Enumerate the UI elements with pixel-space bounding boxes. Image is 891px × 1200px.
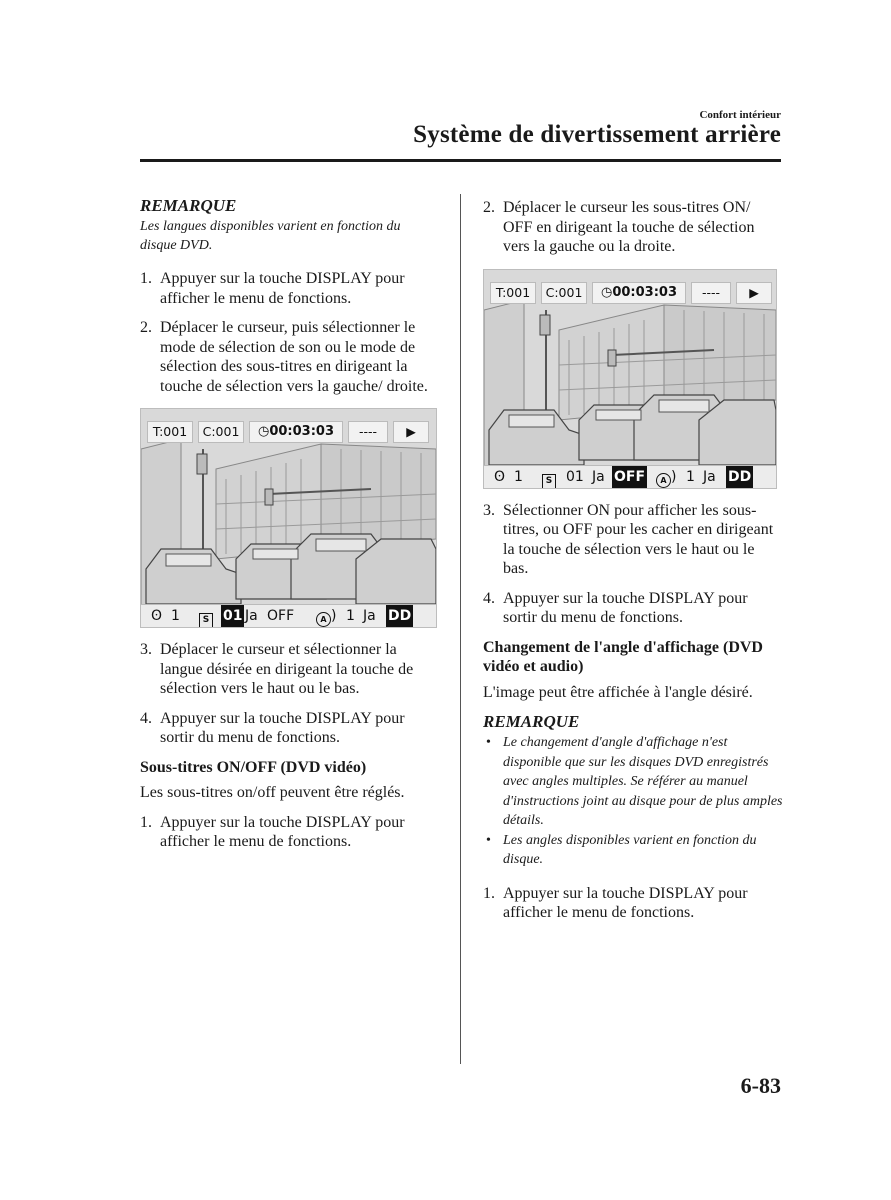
- dash-indicator: ----: [691, 282, 731, 304]
- angle-number: 1: [346, 608, 355, 624]
- note-list: [483, 733, 783, 870]
- subtitle-state: OFF: [612, 466, 647, 488]
- step-item: [140, 318, 438, 396]
- audio-number: 1: [171, 608, 180, 624]
- step-text: Sélectionner ON pour afficher les sous- titres, ou OFF pour les cacher en dirigeant la touche de sélection vers le haut ou le bas.: [503, 501, 774, 577]
- note-title: REMARQUE: [140, 196, 237, 215]
- step-text: Appuyer sur la touche DISPLAY pour afficher le menu de fonctions.: [503, 884, 748, 921]
- subtitle-number: 01: [221, 605, 244, 627]
- audio-icon: ʘ: [151, 608, 163, 624]
- step-text: Appuyer sur la touche DISPLAY pour sortir du menu de fonctions.: [160, 709, 405, 746]
- play-icon: ▶: [393, 421, 429, 443]
- step-number: 2.: [140, 319, 152, 336]
- note-item: • Le changement d'angle d'affichage n'est disponible que sur les disques DVD enregistrés avec angles multiples. Se référer au manuel d'instructions joint au disque pour de plus amples détails.: [483, 733, 783, 831]
- dvd-screen-illustration: [140, 408, 437, 628]
- subtitle-language: Ja: [245, 608, 258, 624]
- step-item: [140, 813, 438, 852]
- angle-language: Ja: [363, 608, 376, 624]
- section-label: Confort intérieur: [699, 109, 781, 121]
- step-number: 4.: [483, 589, 495, 607]
- chapter-indicator: C:001: [198, 421, 244, 443]
- step-number: 3.: [140, 641, 152, 658]
- play-icon: ▶: [736, 282, 772, 304]
- osd-top-bar: [147, 421, 430, 443]
- subtitle-number: 01: [566, 468, 584, 485]
- clock-icon: ◷: [257, 424, 270, 439]
- subtitle-icon: S: [542, 466, 556, 489]
- angle-language: Ja: [703, 468, 716, 485]
- step-item: [483, 589, 783, 628]
- title-indicator: T:001: [147, 421, 193, 443]
- paragraph: L'image peut être affichée à l'angle désiré.: [483, 683, 753, 701]
- step-item: [483, 198, 783, 257]
- step-text: Appuyer sur la touche DISPLAY pour afficher le menu de fonctions.: [160, 813, 405, 850]
- section-heading: Changement de l'angle d'affichage (DVD vidéo et audio): [483, 638, 763, 675]
- dolby-icon: DD: [726, 466, 753, 488]
- audio-icon: ʘ: [494, 468, 506, 485]
- chapter-indicator: C:001: [541, 282, 587, 304]
- note-body: Les langues disponibles varient en fonction du disque DVD.: [140, 219, 401, 253]
- osd-bottom-bar: [484, 465, 776, 488]
- right-column: [483, 196, 783, 923]
- osd-bottom-bar: [141, 604, 436, 627]
- note-title: REMARQUE: [483, 712, 580, 731]
- note-item: • Les angles disponibles varient en fonction du disque.: [483, 831, 783, 870]
- step-number: 1.: [140, 813, 152, 831]
- step-item: [483, 884, 783, 923]
- audio-number: 1: [514, 468, 523, 485]
- page-number: 6-83: [740, 1073, 781, 1098]
- step-item: [140, 640, 438, 699]
- step-number: 1.: [140, 270, 152, 287]
- step-item: [483, 501, 783, 579]
- step-text: Appuyer sur la touche DISPLAY pour afficher le menu de fonctions.: [160, 270, 405, 307]
- dash-indicator: ----: [348, 421, 388, 443]
- subtitle-state: OFF: [267, 608, 295, 624]
- step-number: 1.: [483, 884, 495, 902]
- step-number: 3.: [483, 501, 495, 519]
- dolby-icon: DD: [386, 605, 413, 627]
- column-divider: [460, 194, 461, 1064]
- step-text: Déplacer le curseur et sélectionner la langue désirée en dirigeant la touche de sélection vers le haut ou le bas.: [160, 641, 414, 697]
- step-number: 4.: [140, 709, 152, 727]
- angle-icon: A ): [656, 466, 676, 488]
- angle-icon: A ): [316, 605, 336, 627]
- section-heading: Sous-titres ON/OFF (DVD vidéo): [140, 758, 367, 776]
- step-number: 2.: [483, 199, 495, 216]
- step-text: Appuyer sur la touche DISPLAY pour sortir du menu de fonctions.: [503, 589, 748, 626]
- subtitle-icon: S: [199, 605, 213, 628]
- header-rule: [140, 159, 781, 162]
- subtitle-language: Ja: [592, 468, 605, 485]
- time-indicator: ◷00:03:03: [249, 421, 343, 443]
- dvd-screen-illustration: [483, 269, 777, 489]
- time-indicator: ◷00:03:03: [592, 282, 686, 304]
- paragraph: Les sous-titres on/off peuvent être réglés.: [140, 784, 405, 801]
- step-item: [140, 709, 438, 748]
- step-item: [140, 269, 438, 308]
- page-title: Système de divertissement arrière: [413, 121, 781, 148]
- angle-number: 1: [686, 468, 695, 485]
- title-indicator: T:001: [490, 282, 536, 304]
- step-text: Déplacer le curseur les sous-titres ON/ OFF en dirigeant la touche de sélection vers la gauche ou la droite.: [503, 199, 755, 255]
- left-column: [140, 196, 438, 852]
- step-text: Déplacer le curseur, puis sélectionner le mode de sélection de son ou le mode de sélection des sous-titres en dirigeant la touche de sélection vers la gauche/ droite.: [160, 319, 428, 395]
- clock-icon: ◷: [600, 284, 613, 300]
- osd-top-bar: [490, 282, 770, 304]
